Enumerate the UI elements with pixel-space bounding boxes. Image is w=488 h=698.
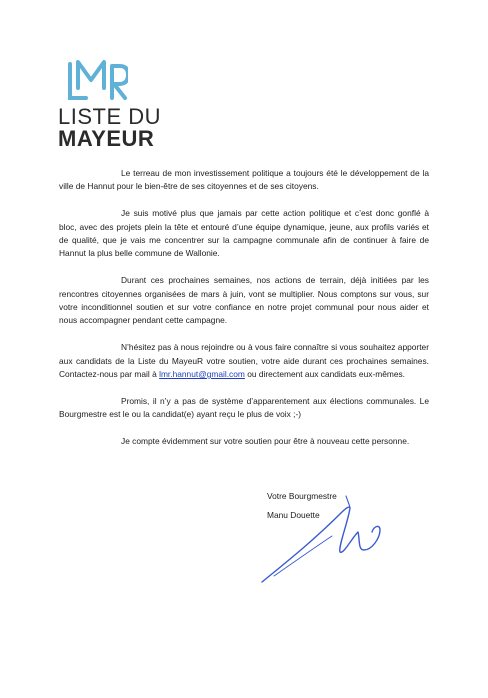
signatory-name: Manu Douette (267, 510, 320, 520)
liste-du-mayeur-logo (58, 58, 162, 151)
logo-text-mayeur: MAYEUR (58, 126, 155, 151)
letter-paragraph-2: Je suis motivé plus que jamais par cette action politique et c’est donc gonflé à bloc, avec des projets plein la tête et entouré d’une équipe dynamique, jeune, aux profils variés et de qualité, que je vais me concentrer sur la campagne communale afin de continuer à faire de Hannut la plus belle commune de Wallonie. (59, 208, 429, 259)
logo-text-liste-du: LISTE DU (58, 104, 162, 129)
email-link[interactable]: lmr.hannut@gmail.com (159, 369, 245, 380)
letter-paragraph-3: Durant ces prochaines semaines, nos actions de terrain, déjà initiées par les rencontres citoyennes organisées de mars à juin, vont se multiplier. Nous comptons sur vous, sur votre inconditionnel soutien et sur votre confiance en notre projet communal pour nous aider et nous accompagner pendant cette campagne. (59, 275, 429, 326)
letter-paragraph-5: Promis, il n’y a pas de système d’apparentement aux élections communales. Le Bourgmestre est le ou la candidat(e) ayant reçu le plus de voix ;-) (59, 395, 429, 420)
paragraph-4-text-start: N’hésitez pas à nous rejoindre ou à vous faire connaître si vous souhaitez apporter aux candidats de la Liste du MayeuR votre soutien, votre aide durant ces prochaines semaines. Contactez-nous par mail à (59, 342, 429, 380)
paragraph-4-text-end: ou directement aux candidats eux-mêmes. (244, 369, 406, 380)
signatory-title: Votre Bourgmestre (267, 491, 337, 501)
letter-body (59, 167, 429, 462)
letter-paragraph-6: Je compte évidemment sur votre soutien pour être à nouveau cette personne. (121, 436, 410, 447)
letter-paragraph-4 (59, 341, 429, 381)
lmr-logo-mark-icon (58, 58, 128, 100)
letter-paragraph-1: Le terreau de mon investissement politique a toujours été le développement de la ville de Hannut pour le bien-être de ses citoyennes et de ses citoyens. (59, 168, 429, 192)
handwritten-signature (254, 492, 394, 587)
